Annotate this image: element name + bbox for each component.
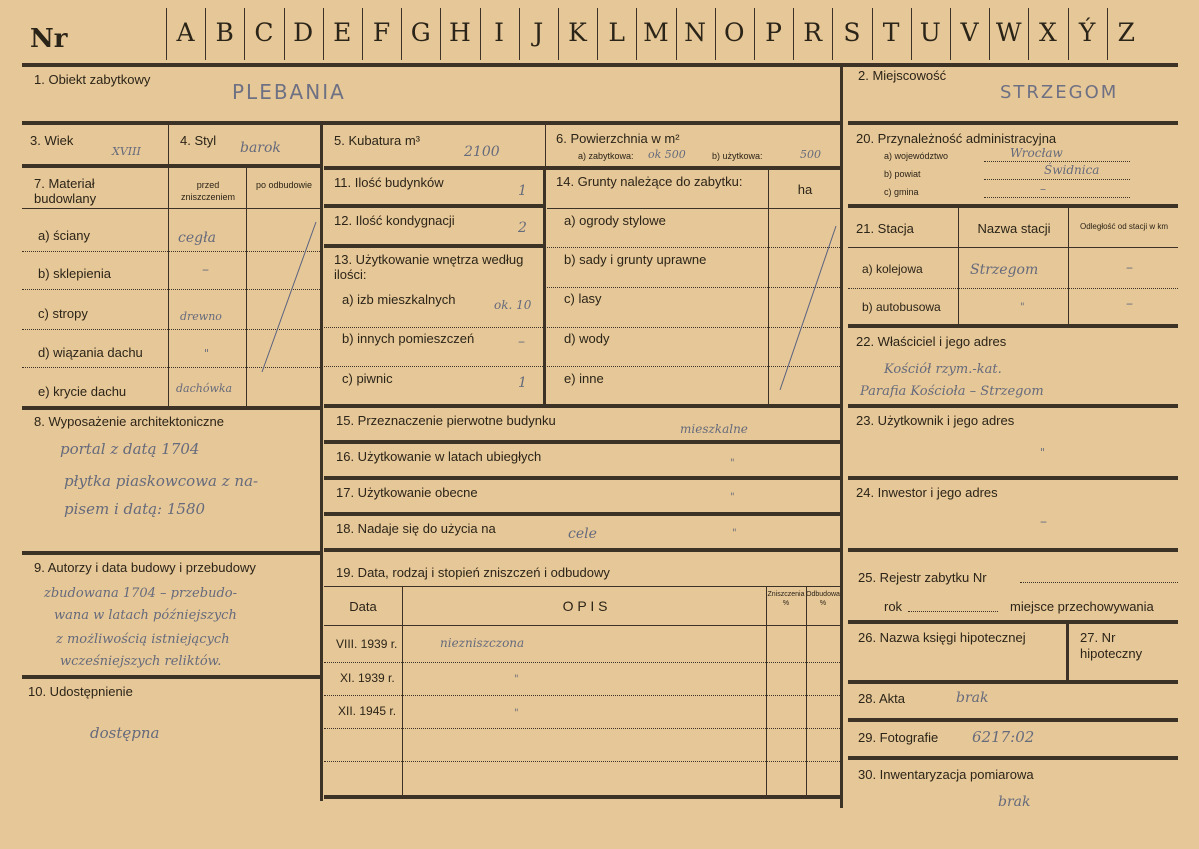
- f13-row-cellars-label: c) piwnic: [342, 371, 393, 386]
- f3-value: XVIII: [112, 145, 141, 158]
- f16-label: 16. Użytkowanie w latach ubiegłych: [336, 449, 542, 464]
- f22-value-1: Kościół rzym.-kat.: [884, 362, 1002, 377]
- f6-sub-b: b) użytkowa:: [712, 151, 763, 161]
- f27-label: 27. Nr hipoteczny: [1080, 630, 1143, 661]
- f9-line-4: wcześniejszych reliktów.: [60, 654, 222, 669]
- f2-label: 2. Miejscowość: [858, 68, 947, 83]
- f13-row-rooms-value: ok. 10: [494, 298, 532, 312]
- f21-row-rail-dist: –: [1126, 260, 1133, 276]
- letter-22: W: [995, 18, 1022, 47]
- f8-label: 8. Wyposażenie architektoniczne: [34, 414, 224, 429]
- letter-4: D: [293, 18, 314, 47]
- f14-label: 14. Grunty należące do zabytku:: [556, 174, 743, 189]
- f19-row-3-desc: ": [514, 708, 519, 719]
- f12-label: 12. Ilość kondygnacji: [334, 213, 455, 228]
- f21-row-rail-name: Strzegom: [970, 262, 1039, 278]
- f7-row-walls-label: a) ściany: [38, 228, 91, 243]
- f30-value: brak: [998, 794, 1031, 810]
- f19-row-1-date: VIII. 1939 r.: [336, 637, 398, 651]
- f21-row-rail-label: a) kolejowa: [862, 262, 923, 276]
- f19-label: 19. Data, rodzaj i stopień zniszczeń i odbudowy: [336, 565, 610, 580]
- f28-value: brak: [956, 690, 989, 706]
- f16-value: ": [730, 458, 735, 469]
- f19-col-destroyed: Zniszczenia %: [767, 591, 805, 607]
- letter-14: N: [684, 18, 707, 47]
- f14-row-orchards: b) sady i grunty uprawne: [564, 252, 707, 267]
- f4-value: barok: [240, 140, 281, 156]
- letter-10: J: [533, 18, 544, 47]
- letter-9: I: [494, 18, 505, 47]
- f20-label: 20. Przynależność administracyjna: [856, 131, 1057, 146]
- f3-label: 3. Wiek: [30, 133, 74, 148]
- f7-row-walls-value: cegła: [178, 230, 216, 246]
- f4-label: 4. Styl: [180, 133, 217, 148]
- f7-row-vaults-label: b) sklepienia: [38, 266, 111, 281]
- f1-value: PLEBANIA: [232, 80, 346, 104]
- f18-label: 18. Nadaje się do użycia na: [336, 521, 496, 536]
- f24-value: –: [1040, 514, 1047, 530]
- f9-line-2: wana w latach późniejszych: [54, 608, 237, 623]
- letter-16: P: [765, 18, 782, 47]
- f22-label: 22. Właściciel i jego adres: [856, 334, 1007, 349]
- f8-line-3: pisem i datą: 1580: [64, 500, 206, 518]
- f19-col-rebuilt: Odbudowa %: [806, 591, 840, 607]
- f23-value: ": [1040, 446, 1046, 459]
- f21-row-bus-name: ": [1020, 302, 1025, 313]
- letter-6: F: [372, 18, 391, 47]
- f7-col-before: przed zniszczeniem: [180, 180, 236, 202]
- f20-row-b-label: b) powiat: [884, 169, 921, 179]
- letter-2: B: [215, 18, 234, 47]
- letter-12: L: [608, 18, 625, 47]
- letter-24: Ý: [1078, 18, 1096, 47]
- letter-19: T: [882, 18, 900, 47]
- f25-label: 25. Rejestr zabytku Nr: [858, 570, 987, 585]
- f20-row-a-label: a) województwo: [884, 151, 949, 161]
- f7-row-roof-trusses-value: ": [204, 347, 210, 360]
- f1-label: 1. Obiekt zabytkowy: [34, 72, 151, 87]
- f29-label: 29. Fotografie: [858, 730, 939, 745]
- f19-col-date: Data: [349, 599, 377, 614]
- f17-value: ": [730, 492, 735, 503]
- f14-unit: ha: [797, 182, 813, 197]
- f5-label: 5. Kubatura m³: [334, 133, 420, 148]
- f18-value: cele: [568, 526, 597, 542]
- f11-value: 1: [518, 183, 527, 199]
- f23-label: 23. Użytkownik i jego adres: [856, 413, 1015, 428]
- letter-17: R: [803, 18, 823, 47]
- letter-11: K: [568, 18, 587, 47]
- f20-row-c-label: c) gmina: [884, 187, 919, 197]
- letter-20: U: [919, 18, 941, 47]
- letter-13: M: [643, 18, 669, 47]
- f7-col-after: po odbudowie: [255, 180, 313, 190]
- f25-place: miejsce przechowywania: [1010, 599, 1154, 614]
- f14-row-other: e) inne: [564, 371, 604, 386]
- f10-label: 10. Udostępnienie: [28, 684, 133, 699]
- f26-label: 26. Nazwa księgi hipotecznej: [858, 630, 1026, 645]
- f13-row-other-label: b) innych pomieszczeń: [342, 331, 475, 346]
- f17-label: 17. Użytkowanie obecne: [336, 485, 478, 500]
- f21-col-dist: Odległość od stacji w km: [1079, 222, 1169, 231]
- f7-row-ceilings-value: drewno: [180, 310, 222, 323]
- letter-1: A: [176, 18, 195, 47]
- letter-23: X: [1038, 18, 1057, 47]
- f7-label: 7. Materiał budowlany: [34, 176, 97, 206]
- f9-label: 9. Autorzy i data budowy i przebudowy: [34, 560, 256, 575]
- f14-row-waters: d) wody: [564, 331, 610, 346]
- f14-row-forests: c) lasy: [564, 291, 602, 306]
- f18-value-2: ": [732, 528, 737, 539]
- f22-value-2: Parafia Kościoła – Strzegom: [860, 384, 1044, 399]
- f5-value: 2100: [464, 144, 500, 160]
- f20-row-c-value: –: [1040, 182, 1046, 196]
- letter-8: H: [448, 18, 471, 47]
- f29-value: 6217:02: [972, 728, 1035, 746]
- f15-label: 15. Przeznaczenie pierwotne budynku: [336, 413, 556, 428]
- f30-label: 30. Inwentaryzacja pomiarowa: [858, 767, 1034, 782]
- f24-label: 24. Inwestor i jego adres: [856, 485, 998, 500]
- f13-row-other-value: –: [518, 334, 525, 350]
- f21-label: 21. Stacja: [856, 221, 914, 236]
- f6-val-a: ok 500: [648, 148, 686, 161]
- f19-row-2-date: XI. 1939 r.: [340, 671, 395, 685]
- f12-value: 2: [518, 220, 527, 236]
- letter-15: O: [724, 18, 745, 47]
- f25-year: rok: [884, 599, 903, 614]
- f7-row-roofing-value: dachówka: [176, 382, 233, 395]
- f19-row-3-date: XII. 1945 r.: [338, 704, 397, 718]
- f13-row-rooms-label: a) izb mieszkalnych: [342, 292, 456, 307]
- f9-line-1: zbudowana 1704 – przebudo-: [44, 586, 237, 601]
- f6-val-b: 500: [800, 148, 821, 161]
- f2-value: STRZEGOM: [1000, 82, 1119, 103]
- f20-row-b-value: Świdnica: [1044, 163, 1100, 177]
- f8-line-2: płytka piaskowcowa z na-: [64, 472, 259, 490]
- f15-value: mieszkalne: [680, 422, 748, 436]
- letter-3: C: [254, 18, 274, 47]
- letter-18: S: [843, 18, 861, 47]
- nr-label: Nr: [30, 24, 68, 54]
- f28-label: 28. Akta: [858, 691, 905, 706]
- f20-row-a-value: Wrocław: [1010, 146, 1063, 160]
- f8-line-1: portal z datą 1704: [60, 440, 200, 458]
- f10-value: dostępna: [90, 724, 160, 742]
- f14-row-gardens: a) ogrody stylowe: [564, 213, 666, 228]
- f13-label: 13. Użytkowanie wnętrza według ilości:: [334, 252, 524, 282]
- f19-row-2-desc: ": [514, 674, 519, 685]
- f13-row-cellars-value: 1: [518, 375, 527, 391]
- f19-col-desc: O P I S: [562, 598, 608, 614]
- f7-row-roof-trusses-label: d) wiązania dachu: [38, 345, 143, 360]
- f11-label: 11. Ilość budynków: [334, 175, 444, 190]
- f6-label: 6. Powierzchnia w m²: [556, 131, 680, 146]
- f21-col-name: Nazwa stacji: [977, 221, 1051, 236]
- letter-21: V: [960, 18, 979, 47]
- f7-row-vaults-value: –: [202, 262, 209, 278]
- f9-line-3: z możliwością istniejących: [56, 632, 230, 647]
- letter-25: Z: [1117, 18, 1135, 47]
- f21-row-bus-dist: –: [1126, 296, 1133, 312]
- letter-5: E: [333, 18, 352, 47]
- letter-7: G: [410, 18, 431, 47]
- f7-row-roofing-label: e) krycie dachu: [38, 384, 127, 399]
- f6-sub-a: a) zabytkowa:: [578, 151, 634, 161]
- f7-row-ceilings-label: c) stropy: [38, 306, 88, 321]
- f21-row-bus-label: b) autobusowa: [862, 300, 941, 314]
- f19-row-1-desc: niezniszczona: [440, 636, 525, 650]
